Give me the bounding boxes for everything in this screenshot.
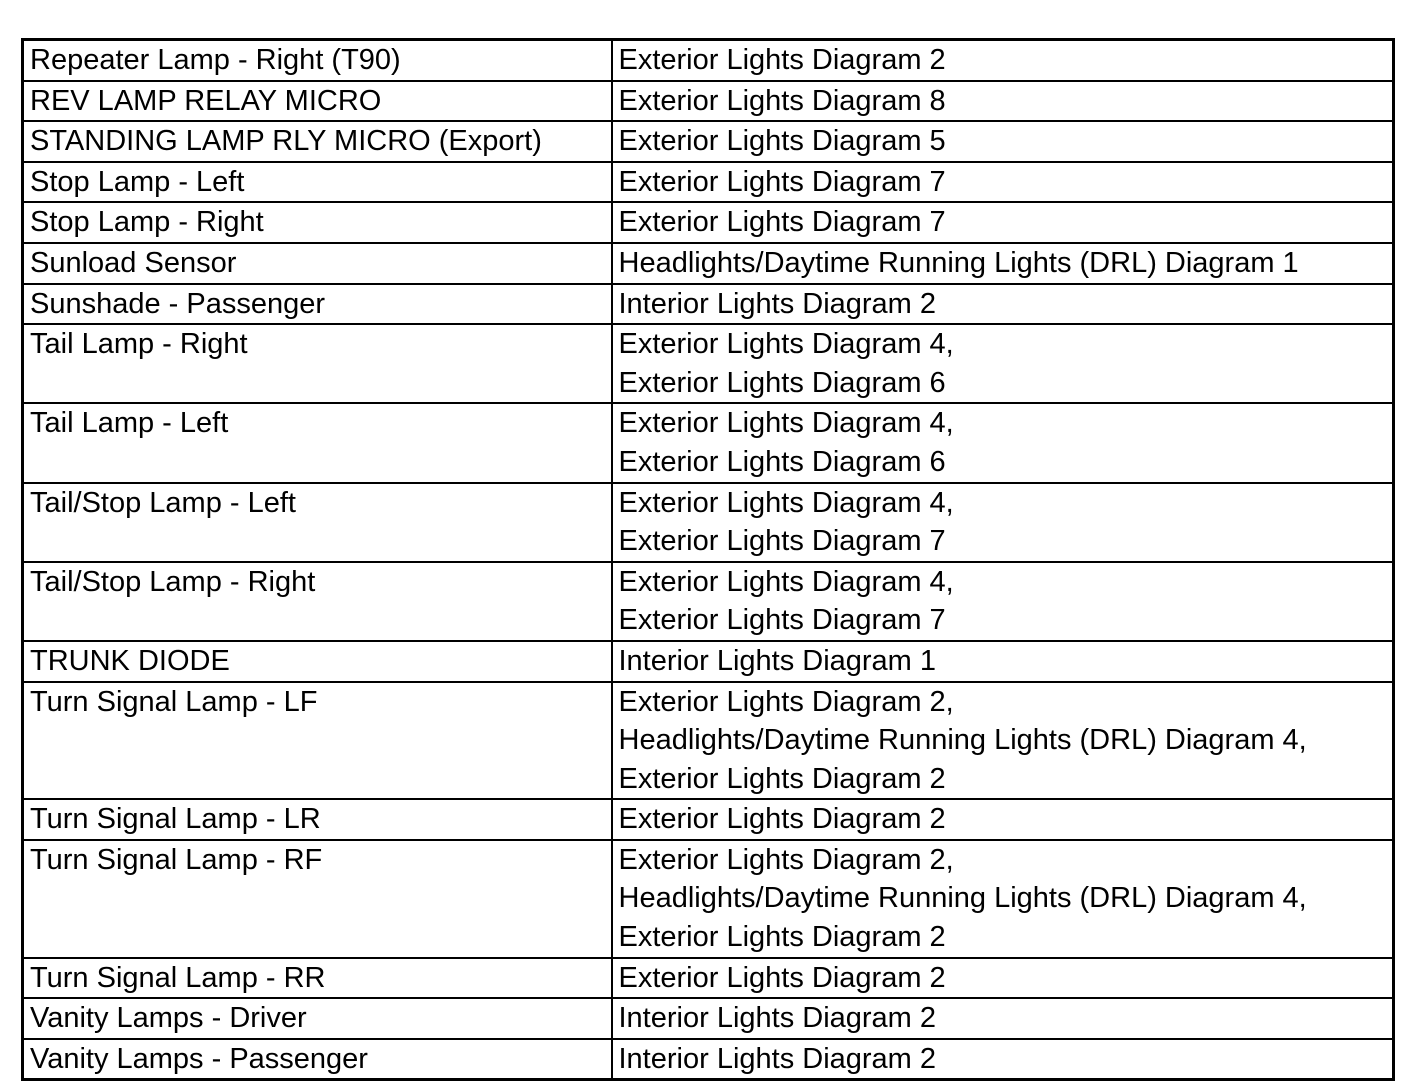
component-name-cell: Stop Lamp - Left bbox=[23, 162, 612, 203]
component-name-cell: Sunshade - Passenger bbox=[23, 284, 612, 325]
diagram-reference-cell bbox=[612, 81, 1394, 122]
component-name-cell: Sunload Sensor bbox=[23, 243, 612, 284]
diagram-reference-cell bbox=[612, 202, 1394, 243]
diagram-reference: Exterior Lights Diagram 4, bbox=[618, 486, 954, 519]
diagram-reference: Exterior Lights Diagram 4, bbox=[618, 407, 954, 440]
diagram-reference-cell bbox=[612, 40, 1394, 81]
table-row bbox=[23, 682, 1394, 800]
diagram-reference: Exterior Lights Diagram 6 bbox=[618, 366, 946, 399]
component-name-cell: Turn Signal Lamp - RR bbox=[23, 958, 612, 999]
diagram-reference: Exterior Lights Diagram 2, bbox=[618, 843, 954, 876]
diagram-reference-cell bbox=[612, 243, 1394, 284]
component-name-cell: Vanity Lamps - Passenger bbox=[23, 1039, 612, 1080]
diagram-reference: Exterior Lights Diagram 7 bbox=[618, 604, 946, 637]
diagram-reference-cell bbox=[612, 483, 1394, 562]
diagram-reference: Interior Lights Diagram 2 bbox=[618, 287, 937, 320]
table-row bbox=[23, 121, 1394, 162]
table-row bbox=[23, 162, 1394, 203]
component-name-cell: Tail Lamp - Right bbox=[23, 324, 612, 403]
diagram-reference: Headlights/Daytime Running Lights (DRL) Diagram 4, bbox=[618, 882, 1307, 915]
component-name-cell: REV LAMP RELAY MICRO bbox=[23, 81, 612, 122]
diagram-reference: Exterior Lights Diagram 2 bbox=[618, 921, 946, 954]
table-row bbox=[23, 483, 1394, 562]
diagram-reference: Exterior Lights Diagram 2 bbox=[618, 44, 946, 76]
diagram-reference-cell bbox=[612, 403, 1394, 482]
table-row bbox=[23, 799, 1394, 840]
component-name-cell: Tail/Stop Lamp - Right bbox=[23, 562, 612, 641]
table-row bbox=[23, 202, 1394, 243]
diagram-reference: Exterior Lights Diagram 2 bbox=[618, 961, 946, 994]
diagram-reference: Exterior Lights Diagram 7 bbox=[618, 525, 946, 558]
diagram-reference: Interior Lights Diagram 1 bbox=[618, 644, 937, 677]
diagram-reference-cell bbox=[612, 641, 1394, 682]
diagram-reference-cell bbox=[612, 1039, 1394, 1080]
diagram-reference: Exterior Lights Diagram 8 bbox=[618, 84, 946, 117]
diagram-reference-cell bbox=[612, 799, 1394, 840]
table-row bbox=[23, 324, 1394, 403]
component-diagram-index-table bbox=[21, 38, 1395, 1081]
table-row bbox=[23, 998, 1394, 1039]
component-name-cell: Tail Lamp - Left bbox=[23, 403, 612, 482]
table-row bbox=[23, 1039, 1394, 1080]
diagram-reference: Headlights/Daytime Running Lights (DRL) Diagram 4, bbox=[618, 724, 1307, 757]
diagram-reference-cell bbox=[612, 121, 1394, 162]
diagram-reference: Exterior Lights Diagram 4, bbox=[618, 565, 954, 598]
component-name-cell: TRUNK DIODE bbox=[23, 641, 612, 682]
component-name-cell: Turn Signal Lamp - LR bbox=[23, 799, 612, 840]
diagram-reference-cell bbox=[612, 998, 1394, 1039]
diagram-reference-cell bbox=[612, 284, 1394, 325]
diagram-reference: Exterior Lights Diagram 2 bbox=[618, 803, 946, 836]
table-row bbox=[23, 562, 1394, 641]
table-row bbox=[23, 243, 1394, 284]
table-row bbox=[23, 840, 1394, 958]
diagram-reference: Interior Lights Diagram 2 bbox=[618, 1042, 937, 1075]
table-row bbox=[23, 284, 1394, 325]
component-name-cell: Turn Signal Lamp - RF bbox=[23, 840, 612, 958]
component-name-cell: Stop Lamp - Right bbox=[23, 202, 612, 243]
component-name-cell: Turn Signal Lamp - LF bbox=[23, 682, 612, 800]
table-row bbox=[23, 641, 1394, 682]
diagram-reference-cell bbox=[612, 682, 1394, 800]
table-row bbox=[23, 81, 1394, 122]
diagram-reference: Exterior Lights Diagram 6 bbox=[618, 445, 946, 478]
diagram-reference: Exterior Lights Diagram 7 bbox=[618, 165, 946, 198]
diagram-reference: Exterior Lights Diagram 4, bbox=[618, 328, 954, 361]
diagram-reference-cell bbox=[612, 840, 1394, 958]
diagram-reference: Exterior Lights Diagram 5 bbox=[618, 125, 946, 158]
component-name-cell: Repeater Lamp - Right (T90) bbox=[23, 40, 612, 81]
diagram-reference: Headlights/Daytime Running Lights (DRL) Diagram 1 bbox=[618, 246, 1299, 279]
table-row bbox=[23, 403, 1394, 482]
diagram-reference-cell bbox=[612, 324, 1394, 403]
diagram-reference: Interior Lights Diagram 2 bbox=[618, 1002, 937, 1035]
component-name-cell: Tail/Stop Lamp - Left bbox=[23, 483, 612, 562]
diagram-reference-cell bbox=[612, 958, 1394, 999]
component-name-cell: Vanity Lamps - Driver bbox=[23, 998, 612, 1039]
table-row bbox=[23, 958, 1394, 999]
diagram-reference: Exterior Lights Diagram 2 bbox=[618, 762, 946, 795]
component-name-cell: STANDING LAMP RLY MICRO (Export) bbox=[23, 121, 612, 162]
diagram-reference: Exterior Lights Diagram 7 bbox=[618, 206, 946, 239]
diagram-reference: Exterior Lights Diagram 2, bbox=[618, 685, 954, 718]
table-body bbox=[23, 40, 1394, 1080]
table-row bbox=[23, 40, 1394, 81]
diagram-reference-cell bbox=[612, 162, 1394, 203]
diagram-reference-cell bbox=[612, 562, 1394, 641]
